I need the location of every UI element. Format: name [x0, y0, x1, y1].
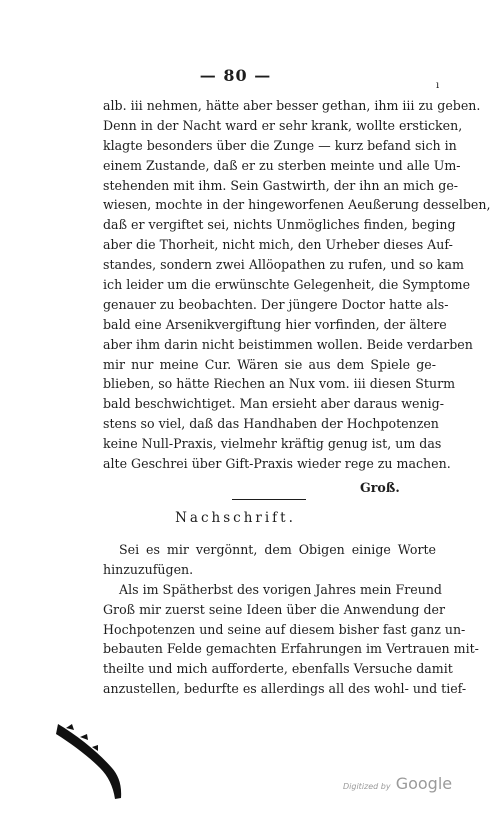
postscript-text: [103, 540, 479, 699]
text-line: theilte und mich aufforderte, ebenfalls Versuche damit: [103, 661, 453, 677]
section-divider: [232, 499, 306, 500]
text-line: bald eine Arsenikvergiftung hier vorfinden, der ältere: [103, 316, 447, 332]
text-line: alb. ⅲ nehmen, hätte aber besser gethan, ihm ⅲ zu geben.: [103, 98, 481, 113]
text-line: stens so viel, daß das Handhaben der Hochpotenzen: [103, 416, 439, 432]
margin-mark: ı: [436, 80, 440, 91]
text-line: ich leider um die erwünschte Gelegenheit, die Symptome: [103, 277, 471, 293]
page-number: — 80 —: [199, 66, 272, 85]
text-line: wiesen, mochte in der hingeworfenen Aeußerung desselben,: [103, 197, 491, 213]
section-heading: Nachschrift.: [175, 510, 296, 526]
text-line: aber die Thorheit, nicht mich, den Urheber dieses Auf-: [103, 237, 453, 253]
text-line: anzustellen, bedurfte es allerdings all des wohl- und tief-: [103, 681, 467, 697]
text-line: aber ihm darin nicht beistimmen wollen. Beide verdarben: [103, 336, 473, 352]
text-line: Sei es mir vergönnt, dem Obigen einige Worte: [119, 542, 436, 557]
text-line: bald beschwichtiget. Man ersieht aber daraus wenig-: [103, 396, 444, 412]
text-line: hinzuzufügen.: [103, 561, 194, 577]
text-line: keine Null-Praxis, vielmehr kräftig genug ist, um das: [103, 436, 442, 452]
page-corner-smudge: [0, 0, 140, 818]
text-line: alte Geschrei über Gift-Praxis wieder rege zu machen.: [103, 456, 451, 472]
text-line: Denn in der Nacht ward er sehr krank, wollte ersticken,: [103, 117, 463, 133]
text-line: Hochpotenzen und seine auf diesem bisher fast ganz un-: [103, 621, 466, 637]
author-signature: Groß.: [360, 480, 400, 495]
text-line: einem Zustande, daß er zu sterben meinte und alle Um-: [103, 157, 461, 173]
text-line: bebauten Felde gemachten Erfahrungen im Vertrauen mit-: [103, 641, 479, 657]
text-line: stehenden mit ihm. Sein Gastwirth, der ihn an mich ge-: [103, 177, 459, 193]
text-line: blieben, so hätte Riechen an Nux vom. ⅲ diesen Sturm: [103, 376, 456, 392]
text-line: genauer zu beobachten. Der jüngere Doctor hatte als-: [103, 296, 449, 312]
watermark-label: Digitized by: [343, 782, 391, 791]
text-line: Als im Spätherbst des vorigen Jahres mein Freund: [119, 581, 442, 597]
text-line: Groß mir zuerst seine Ideen über die Anwendung der: [103, 601, 446, 617]
digitization-watermark: [343, 774, 452, 793]
text-line: mir nur meine Cur. Wären sie aus dem Spiele ge-: [103, 356, 436, 372]
watermark-brand: Google: [395, 774, 453, 793]
text-line: standes, sondern zwei Allöopathen zu rufen, und so kam: [103, 257, 464, 273]
body-text: [103, 96, 491, 474]
text-line: daß er vergiftet sei, nichts Unmögliches finden, beging: [103, 217, 456, 233]
text-line: klagte besonders über die Zunge — kurz befand sich in: [103, 137, 457, 153]
